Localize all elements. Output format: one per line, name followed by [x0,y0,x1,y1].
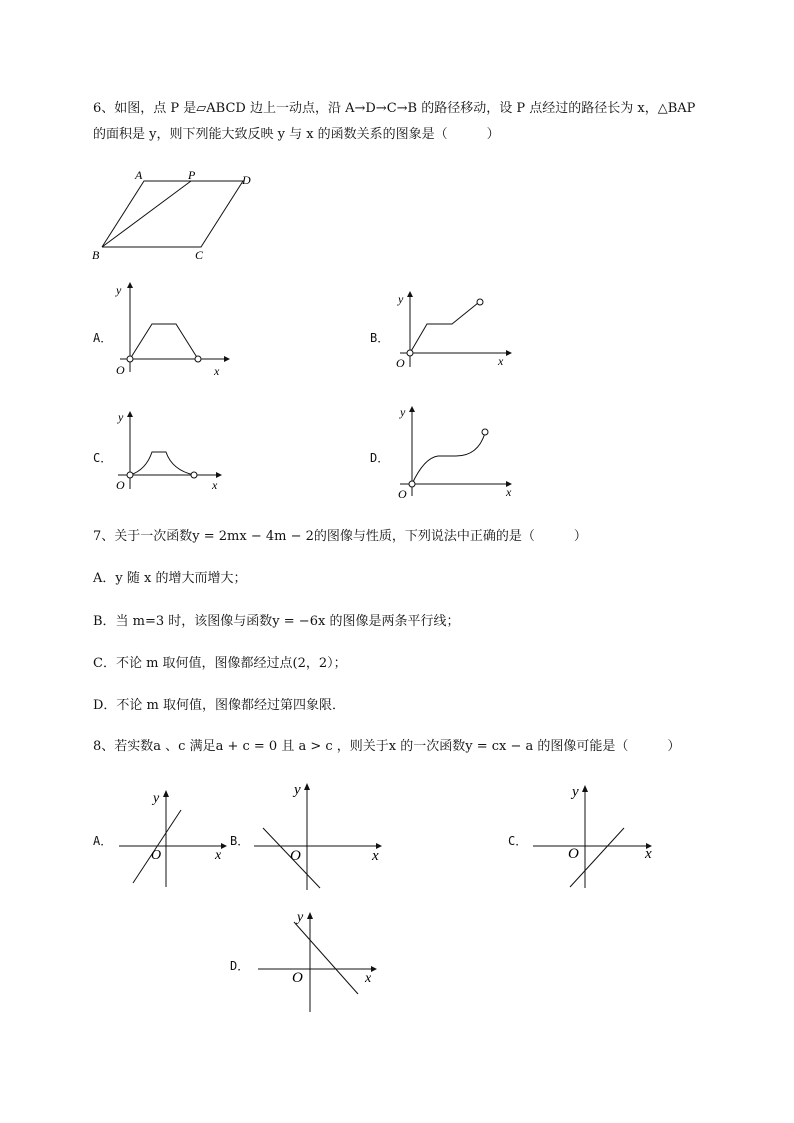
origin: O [292,970,303,986]
axis-x: x [372,848,379,864]
q8-graph-c [530,780,660,890]
q7-option-a: A．y 随 x 的增大而增大； [93,571,247,586]
q6-option-a-label: A． [93,331,113,345]
axis-y: y [572,784,579,800]
label-c: C [195,248,204,262]
origin: O [398,487,407,501]
q6-graph-d [390,400,520,500]
label-b: B [92,248,100,262]
axis-y: y [294,782,301,798]
axis-y: y [116,283,122,297]
q8-graph-b [250,778,390,893]
axis-x: x [506,485,512,499]
q7-option-c: C．不论 m 取何值，图像都经过点(2，2）； [93,656,347,671]
q6-option-b-label: B． [370,331,390,345]
axis-y: y [398,292,404,306]
q6-option-c-label: C． [93,451,113,465]
label-d: D [242,173,251,187]
label-p: P [188,168,196,182]
q8-stem: 8、若实数a 、c 满足a + c = 0 且 a > c ，则关于x 的一次函数y = cx − a 的图像可能是（ ） [93,739,681,754]
origin: O [568,846,579,862]
q8-option-a-label: A． [93,834,113,848]
axis-x: x [212,478,218,492]
q6-graph-a [110,280,230,380]
q8-option-d-label: D． [230,959,250,973]
origin: O [116,363,125,377]
q8-graph-a [115,785,235,895]
axis-x: x [645,846,652,862]
axis-x: x [215,848,222,863]
q6-option-d-label: D． [370,451,390,465]
axis-x: x [365,971,372,986]
origin: O [290,848,301,864]
axis-x: x [498,354,504,368]
label-a: A [135,168,143,182]
q6-stem-line2: 的面积是 y，则下列能大致反映 y 与 x 的函数关系的图象是（ ） [93,127,500,142]
axis-y: y [153,791,160,806]
origin: O [151,848,162,863]
q8-option-c-label: C． [508,834,528,848]
origin: O [116,478,125,492]
q7-option-d: D．不论 m 取何值，图像都经过第四象限． [93,698,346,713]
q8-option-b-label: B． [230,834,250,848]
origin: O [396,356,405,370]
q6-graph-c [110,405,230,495]
axis-y: y [297,910,304,925]
q8-graph-d [255,905,385,1015]
parallelogram-figure [90,170,270,265]
q7-stem: 7、关于一次函数y = 2mx − 4m − 2的图像与性质，下列说法中正确的是（ ） [93,529,587,544]
axis-y: y [118,410,124,424]
axis-x: x [214,364,220,378]
axis-y: y [400,405,406,419]
q6-graph-b [390,285,520,375]
q6-stem-line1: 6、如图，点 P 是▱ABCD 边上一动点，沿 A→D→C→B 的路径移动，设 P 点经过的路径长为 x，△BAP [93,101,696,116]
q7-option-b: B．当 m=3 时，该图像与函数y = −6x 的图像是两条平行线； [93,614,460,629]
